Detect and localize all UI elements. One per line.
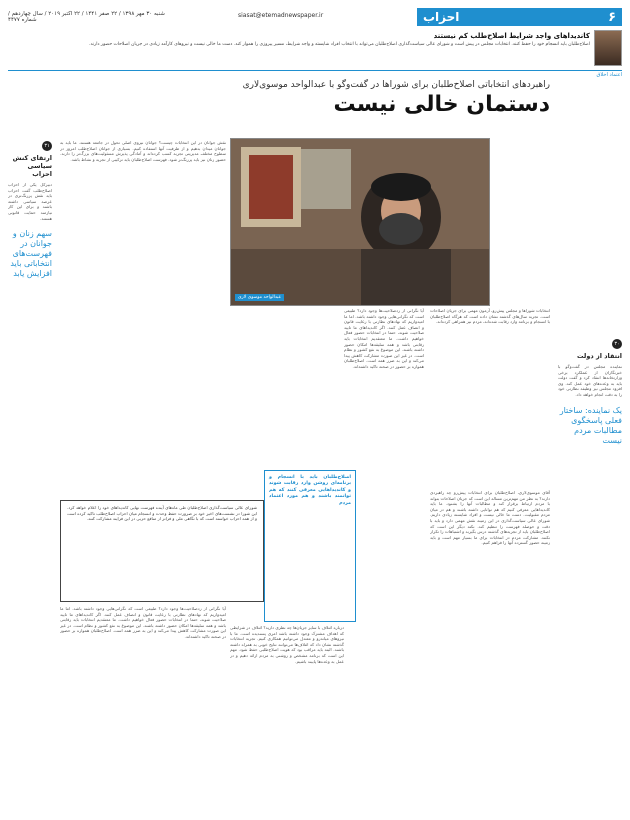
pull-quote-text: اصلاح‌طلبان باید با انسجام و برنامه‌ای روشن وارد رقابت شوند و کاندیداهایی معرفی کنند که هم توانمند باشند و هم مورد اعتماد مردم — [269, 475, 351, 506]
intro-text: اصلاح‌طلبان باید انسجام خود را حفظ کنند. انتخابات مجلس در پیش است و شورای عالی سیاست‌گذاری اصلاح‌طلبان می‌تواند با انتخاب افراد شایسته و واجد شرایط، مسیر پیروزی را هموار کند. دست ما خالی نیست و نیروهای کارآمد زیادی در جریان اصلاحات حضور دارند. — [89, 42, 590, 47]
article-column-3: درباره ائتلاف با سایر جریان‌ها چه نظری دارید؟ ائتلاف در شرایطی که اهداف مشترک وجود داشته باشد امری پسندیده است. ما با نیروهای میانه‌رو و معتدل می‌توانیم همکاری کنیم. تجربه انتخابات گذشته نشان داد که ائتلاف‌ها می‌توانند نتایج خوبی به همراه داشته باشند. البته باید مراقب بود که هویت اصلاح‌طلبی حفظ شود. مهم این است که برنامه مشخص و روشنی به مردم ارائه دهیم و در عمل به وعده‌ها پایبند باشیم. — [230, 625, 344, 664]
article-photo — [230, 138, 490, 306]
article-column-1: آقای موسوی‌لاری، اصلاح‌طلبان برای انتخابات پیش‌رو چه راهبردی دارند؟ به نظر من مهم‌ترین مساله این است که جریان اصلاحات بتواند با مردم ارتباط برقرار کند و مطالبات آنها را بشنود. ما باید کاندیداهایی معرفی کنیم که هم توانایی داشته باشند و هم در میان مردم مقبولیت. دست ما خالی نیست و افراد شایسته زیادی داریم. شورای عالی سیاست‌گذاری در این زمینه نقش مهمی دارد و باید با دقت و حوصله فهرست را تنظیم کند. نکته دیگر این است که اصلاح‌طلبان باید از تجربه‌های گذشته درس بگیرند و اشتباهات را تکرار نکنند. مشارکت مردم در انتخابات برای ما بسیار مهم است و باید زمینه حضور گسترده آنها را فراهم کنیم. — [430, 490, 550, 546]
article-kicker: راهبردهای انتخاباتی اصلاح‌طلبان برای شورا‌ها در گفت‌وگو با عبدالواحد موسوی‌لاری — [242, 80, 550, 90]
section-banner — [417, 8, 622, 26]
left-sidebar — [8, 132, 52, 812]
article-column-2: آیا نگرانی از ردصلاحیت‌ها وجود دارد؟ طبیعی است که نگرانی‌هایی وجود داشته باشد. اما ما امیدواریم که نهادهای نظارتی با رعایت قانون و انصاف عمل کنند. اگر کاندیداهای ما تایید صلاحیت شوند، حتما در انتخابات حضور فعال خواهیم داشت. ما معتقدیم انتخابات باید رقابتی باشد و همه سلیقه‌ها امکان حضور داشته باشند. این موضوع به نفع کشور و نظام است. در غیر این صورت مشارکت کاهش پیدا می‌کند و این به ضرر همه است. اصلاح‌طلبان همواره بر حضور در صحنه تاکید داشته‌اند. — [344, 308, 424, 369]
portrait-illustration — [231, 139, 489, 305]
article-column-5: آیا نگرانی از ردصلاحیت‌ها وجود دارد؟ طبیعی است که نگرانی‌هایی وجود داشته باشد. اما ما امیدواریم که نهادهای نظارتی با رعایت قانون و انصاف عمل کنند. اگر کاندیداهای ما تایید صلاحیت شوند، حتما در انتخابات حضور فعال خواهیم داشت. ما معتقدیم انتخابات باید رقابتی باشد و همه سلیقه‌ها امکان حضور داشته باشند. این موضوع به نفع کشور و نظام است. در غیر این صورت مشارکت کاهش پیدا می‌کند و این به ضرر همه است. اصلاح‌طلبان همواره بر حضور در صحنه تاکید داشته‌اند. — [60, 606, 226, 639]
pull-quote — [264, 470, 356, 622]
article-column-4: نقش جوانان در این انتخابات چیست؟ جوانان نیروی اصلی تحول در جامعه هستند. ما باید به جوانان میدان بدهیم و از ظرفیت آنها استفاده کنیم. بسیاری از جوانان اصلاح‌طلب امروز در سطوح مختلف مدیریتی تجربه کسب کرده‌اند و آمادگی پذیرش مسئولیت‌های بزرگ‌تر را دارند. حضور زنان نیز باید پررنگ‌تر شود. فهرست اصلاح‌طلبان باید ترکیبی از تجربه و نشاط باشد. — [60, 140, 226, 162]
date-line: شنبه ۳۰ مهر ۱۳۹۸ / ۲۲ صفر ۱۴۴۱ / ۲۲ اکتبر ۲۰۱۹ / سال چهاردهم / شماره ۴۴۷۷ — [8, 11, 165, 23]
right-sidebar-head: انتقاد از دولت — [577, 352, 622, 360]
site-email[interactable]: siasat@etemadnewspaper.ir — [238, 12, 324, 19]
left-sidebar-big: سهم زنان و جوانان در فهرست‌های انتخاباتی باید افزایش یابد — [10, 229, 52, 279]
left-sidebar-badge: ۳۱ — [42, 141, 52, 151]
page-number: ۶ — [608, 9, 616, 25]
photo-caption: عبدالواحد موسوی لاری — [235, 294, 284, 301]
intro-block — [8, 30, 622, 68]
right-sidebar-badge: ۳۰ — [612, 339, 622, 349]
article-lead: انتخابات شوراها و مجلس پیش‌رو، آزمون مهمی برای جریان اصلاحات است. تجربه سال‌های گذشته نشان داده است که هرگاه اصلاح‌طلبان با انسجام و برنامه وارد رقابت شده‌اند، مردم نیز همراهی کرده‌اند. — [430, 308, 550, 325]
info-box — [60, 500, 264, 602]
intro-title: کاندیداهای واجد شرایط اصلاح‌طلب کم نیستند — [433, 32, 590, 40]
right-sidebar-big: یک نماینده: ساختار فعلی پاسخگوی مطالبات مردم نیست — [559, 405, 622, 445]
article-headline: دستمان خالی نیست — [333, 92, 550, 117]
right-sidebar-text: نماینده مجلس در گفت‌وگو با خبرنگاران از عملکرد برخی وزارتخانه‌ها انتقاد کرد و گفت دولت باید به وعده‌های خود عمل کند. وی افزود مجلس نیز وظیفه نظارتی خود را به دقت انجام خواهد داد. — [558, 364, 622, 397]
section-title: احزاب — [423, 10, 460, 24]
left-sidebar-head: ارتقای کنش سیاسی احزاب — [12, 154, 52, 178]
left-sidebar-text: دبیرکل یکی از احزاب اصلاح‌طلب گفت احزاب باید نقش پررنگ‌تری در عرصه سیاسی داشته باشند و برای این کار نیازمند حمایت قانونی هستند. — [8, 182, 52, 221]
page-header — [8, 8, 622, 26]
info-box-text: شورای عالی سیاست‌گذاری اصلاح‌طلبان طی ماه‌های آینده فهرست نهایی کاندیداهای خود را اعلام خواهد کرد. این شورا در نشست‌های اخیر خود بر ضرورت حفظ وحدت و انسجام میان احزاب اصلاح‌طلب تاکید کرده است و از همه احزاب خواسته است که با نگاهی ملی و فراتر از منافع حزبی در این فرایند مشارکت کنند. — [67, 505, 257, 522]
tagline: اعتماد اخلاق — [596, 72, 622, 78]
right-sidebar — [558, 330, 622, 812]
intro-photo — [594, 30, 622, 66]
divider — [8, 70, 622, 71]
